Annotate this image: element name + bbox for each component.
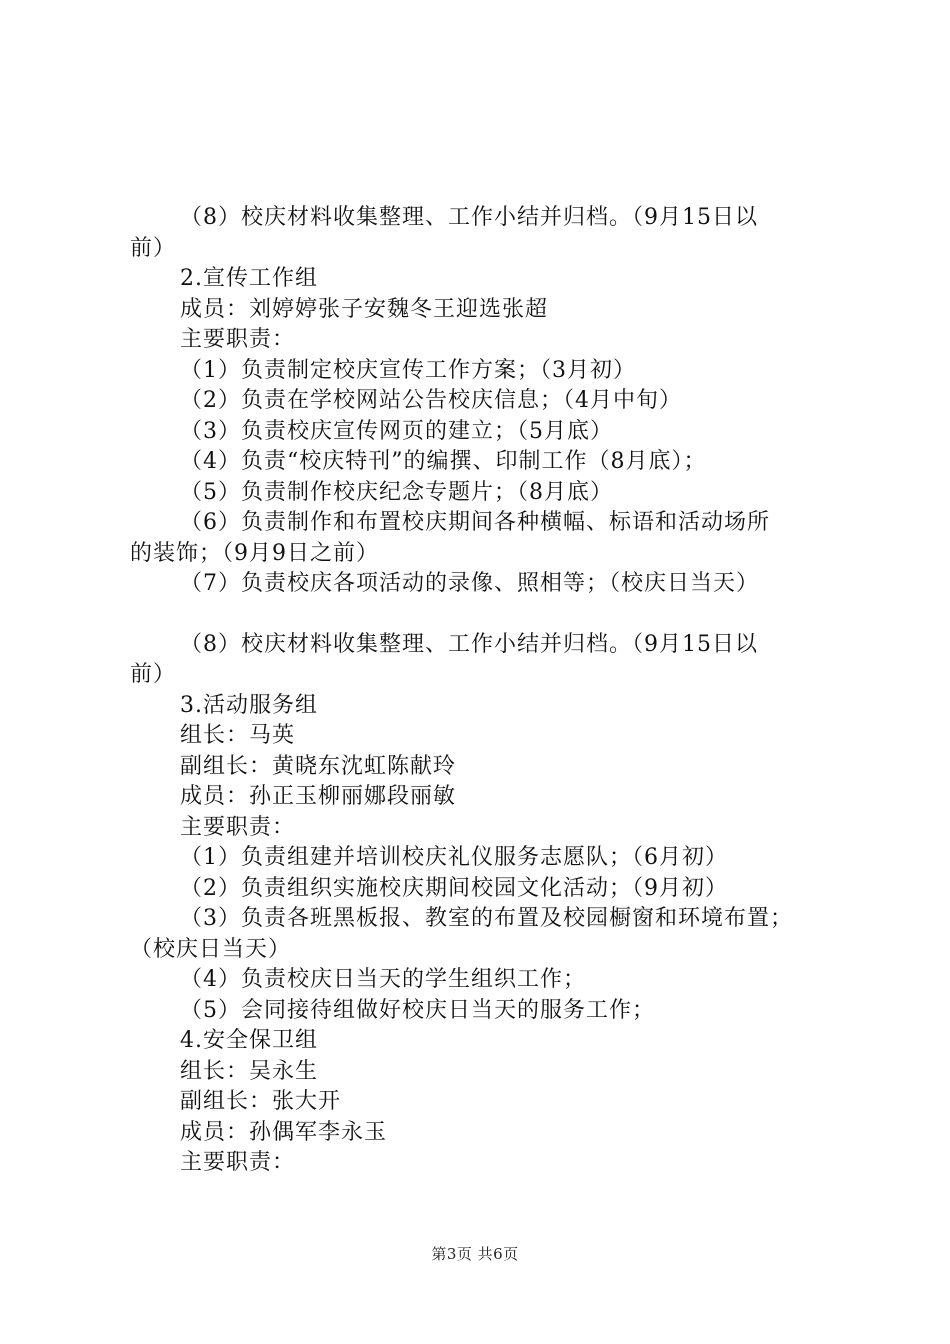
text-line: 4.安全保卫组 bbox=[180, 1028, 318, 1053]
document-body bbox=[130, 203, 845, 1179]
text-line: 主要职责： bbox=[180, 814, 296, 840]
text-line: 组长：马英 bbox=[180, 723, 296, 748]
text-line: （3）负责各班黑板报、教室的布置及校园橱窗和环境布置； bbox=[180, 906, 793, 931]
text-line: （4）负责“校庆特刊”的编撰、印制工作（8月底）； bbox=[180, 449, 707, 474]
text-line: 成员：孙正玉柳丽娜段丽敏 bbox=[180, 784, 457, 809]
text-line: （8）校庆材料收集整理、工作小结并归档。（9月15日以 bbox=[180, 205, 758, 230]
text-line: 的装饰；（9月9日之前） bbox=[130, 540, 379, 566]
text-line: （校庆日当天） bbox=[130, 936, 292, 962]
text-line: （1）负责制定校庆宣传工作方案；（3月初） bbox=[180, 357, 636, 383]
text-line: 成员：孙偶军李永玉 bbox=[180, 1119, 388, 1145]
text-line: （4）负责校庆日当天的学生组织工作； bbox=[180, 967, 586, 992]
text-line: （5）负责制作校庆纪念专题片；（8月底） bbox=[180, 479, 613, 505]
text-line: （2）负责组织实施校庆期间校园文化活动；（9月初） bbox=[180, 875, 728, 901]
text-line: 主要职责： bbox=[180, 327, 296, 352]
text-line: （5）会同接待组做好校庆日当天的服务工作； bbox=[180, 997, 655, 1023]
text-line: （7）负责校庆各项活动的录像、照相等；（校庆日当天） bbox=[180, 571, 759, 596]
page-number-footer: 第3页 共6页 bbox=[431, 1245, 519, 1263]
text-line: （8）校庆材料收集整理、工作小结并归档。（9月15日以 bbox=[180, 631, 758, 657]
text-line: 主要职责： bbox=[180, 1150, 296, 1175]
text-line: 前） bbox=[130, 235, 177, 261]
text-line: 前） bbox=[130, 662, 177, 687]
text-line: （2）负责在学校网站公告校庆信息；（4月中旬） bbox=[180, 388, 682, 413]
text-line: （1）负责组建并培训校庆礼仪服务志愿队；（6月初） bbox=[180, 845, 728, 870]
text-line: 3.活动服务组 bbox=[180, 692, 318, 718]
text-line: 副组长：黄晓东沈虹陈献玲 bbox=[180, 753, 457, 779]
text-line: 副组长：张大开 bbox=[180, 1089, 342, 1114]
text-line: （3）负责校庆宣传网页的建立；（5月底） bbox=[180, 418, 613, 444]
text-line: 成员：刘婷婷张子安魏冬王迎选张超 bbox=[180, 296, 549, 322]
blank-line bbox=[130, 600, 845, 630]
text-line: 2.宣传工作组 bbox=[180, 266, 318, 291]
text-line: 组长：吴永生 bbox=[180, 1058, 319, 1084]
text-line: （6）负责制作和布置校庆期间各种横幅、标语和活动场所 bbox=[180, 510, 770, 535]
